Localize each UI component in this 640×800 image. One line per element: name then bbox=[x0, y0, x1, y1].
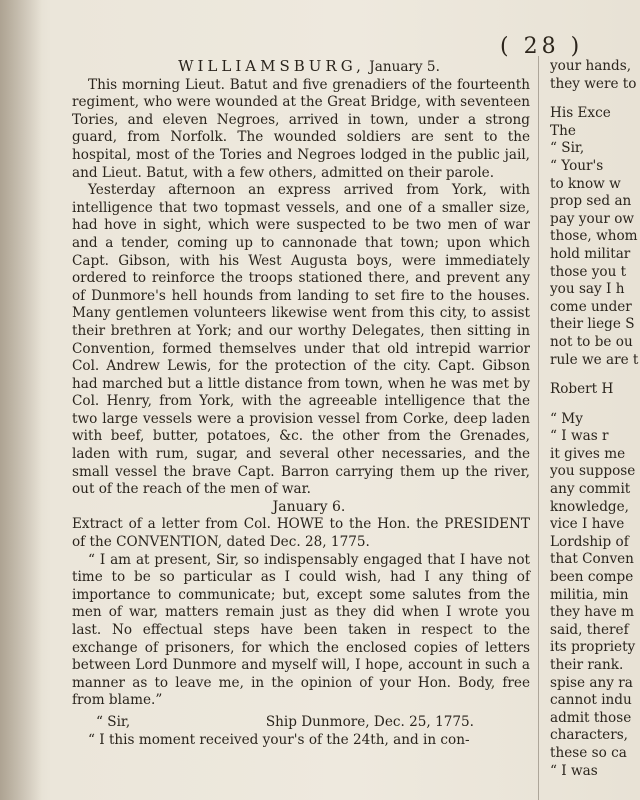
side-column-line: vice I have bbox=[550, 516, 625, 533]
side-column-line: they were to bbox=[550, 75, 637, 92]
side-column-line: hold militar bbox=[550, 245, 631, 262]
side-column-line: militia, min bbox=[550, 586, 629, 603]
dateline bbox=[72, 58, 530, 77]
side-column-line: spise any ra bbox=[550, 674, 633, 691]
side-column-line: you say I h bbox=[550, 281, 625, 298]
letter-opening: “ I this moment received your's of the 24th, and in con- bbox=[88, 731, 470, 748]
side-column-line: your hands, bbox=[550, 58, 632, 74]
side-column-line bbox=[550, 369, 640, 381]
side-column-line: “ Your's bbox=[550, 157, 604, 174]
side-column-line: those, whom bbox=[550, 228, 638, 245]
side-column-line: it gives me bbox=[550, 445, 626, 462]
section-date: January 6. bbox=[272, 498, 346, 515]
letter-salutation: “ Sir, bbox=[96, 713, 131, 730]
side-column-line: Robert H bbox=[550, 381, 614, 398]
side-column-line bbox=[550, 399, 640, 411]
binding-shadow bbox=[0, 0, 42, 800]
side-column-line: “ Sir, bbox=[550, 140, 585, 157]
article-paragraph-1: This morning Lieut. Batut and five grenadiers of the fourteenth regiment, who were wounded at the Great Bridge, with seventeen Tories, and eleven Negroes, arrived in town, under a strong guard, from Norfolk. The wounded soldiers are sent to the hospital, most of the Tories and Negroes lodged in the public jail, and Lieut. Batut, with a few others, admitted on their parole. bbox=[72, 76, 530, 181]
side-column-line: their rank. bbox=[550, 657, 624, 673]
dateline-date: January 5. bbox=[369, 59, 440, 75]
side-column-line: you suppose bbox=[550, 463, 636, 480]
side-column-line: Lordship of bbox=[550, 533, 629, 550]
side-column bbox=[550, 58, 640, 780]
side-column-line: characters, bbox=[550, 727, 628, 744]
side-column-line: these so ca bbox=[550, 744, 627, 761]
letter-paragraph: “ I am at present, Sir, so indispensably engaged that I have not time to be so particular as I could wish, had I any thing of importance to communicate; but, except some salutes from the men of war, matters remain just as they did when I wrote you last. No effectual steps have been taken in respect to the exchange of prisoners, for which the enclosed copies of letters between Lord Dunmore and myself will, I hope, account in such a manner as to leave me, in the opinion of your Hon. Body, free from blame.” bbox=[72, 551, 530, 709]
extract-heading: Extract of a letter from Col. HOWE to the Hon. the PRESIDENT of the CONVENTION, dated Dec. 28, 1775. bbox=[72, 516, 530, 551]
side-column-line: to know w bbox=[550, 175, 621, 192]
side-column-line: “ I was bbox=[550, 762, 598, 779]
side-column-line: come under bbox=[550, 298, 632, 315]
side-column-line: pay your ow bbox=[550, 210, 635, 227]
side-column-line: prop sed an bbox=[550, 193, 632, 210]
side-column-line: said, theref bbox=[550, 621, 629, 638]
side-column-line bbox=[550, 93, 640, 105]
side-column-line: been compe bbox=[550, 569, 634, 586]
letter-heading-row bbox=[72, 714, 530, 732]
side-column-line: “ My bbox=[550, 410, 583, 427]
side-column-line: rule we are t bbox=[550, 351, 639, 368]
side-column-line: admit those bbox=[550, 709, 632, 726]
side-column-line: they have m bbox=[550, 604, 635, 621]
side-column-line: that Conven bbox=[550, 551, 634, 568]
side-column-line: not to be ou bbox=[550, 333, 633, 350]
side-column-line: knowledge, bbox=[550, 498, 629, 515]
main-column bbox=[72, 58, 530, 749]
article-paragraph-2: Yesterday afternoon an express arrived from York, with intelligence that two topmast vessels, and one of a smaller size, had hove in sight, which were suspected to be two men of war and a tender, coming up to cannonade that town; upon which Capt. Gibson, with his West Augusta boys, were immediately ordered to reinforce the troops stationed there, and prevent any of Dunmore's hell hounds from landing to set fire to the houses. Many gentlemen volunteers likewise went from this city, to assist their brethren at York; and our worthy Delegates, then sitting in Convention, formed themselves under that old intrepid warrior Col. Andrew Lewis, for the protection of the city. Capt. Gibson had marched but a little distance from town, when he was met by Col. Henry, from York, with the agreeable intelligence that the two large vessels were a provision vessel from Corke, deep laden with beef, butter, potatoes, &c. the other from the Grenades, laden with rum, sugar, and several other necessaries, and the small vessel the brave Capt. Barron carrying them up the river, out of the reach of the men of war. bbox=[72, 182, 530, 498]
side-column-line: any commit bbox=[550, 481, 631, 498]
side-column-line: The bbox=[550, 122, 576, 139]
side-column-line: their liege S bbox=[550, 316, 635, 333]
side-column-line: “ I was r bbox=[550, 428, 609, 445]
side-column-line: those you t bbox=[550, 263, 627, 280]
page-number: ( 28 ) bbox=[500, 34, 584, 59]
side-column-line: cannot indu bbox=[550, 692, 632, 709]
dateline-city: WILLIAMSBURG, bbox=[178, 57, 365, 75]
side-column-line: His Exce bbox=[550, 105, 611, 122]
column-rule bbox=[538, 56, 539, 800]
letter-dateline: Ship Dunmore, Dec. 25, 1775. bbox=[265, 713, 474, 730]
side-column-line: its propriety bbox=[550, 639, 636, 656]
